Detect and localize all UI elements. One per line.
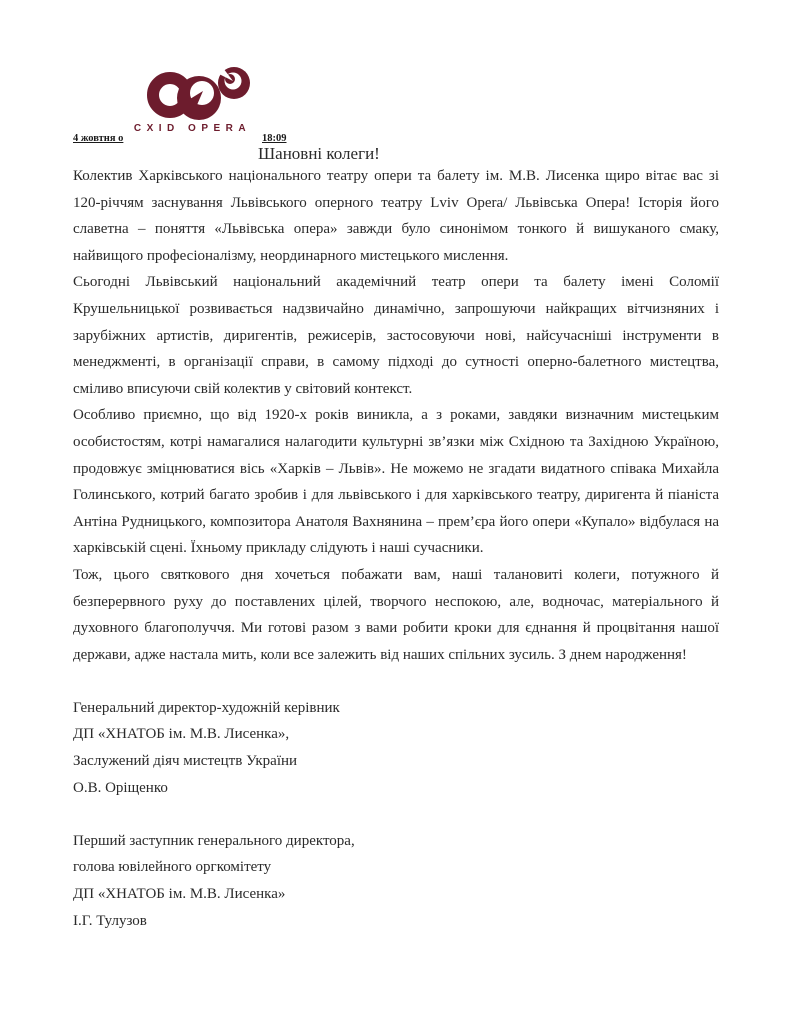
- signature-line: І.Г. Тулузов: [73, 912, 147, 929]
- post-date-link[interactable]: 4 жовтня о: [73, 133, 124, 144]
- signature-line: ДП «ХНАТОБ ім. М.В. Лисенка»: [73, 886, 286, 903]
- signature-line: Заслужений діяч мистецтв України: [73, 753, 298, 770]
- signature-block: [73, 828, 719, 934]
- signature-line: Перший заступник генерального директора,: [73, 832, 355, 849]
- brand-logo: [123, 58, 257, 134]
- post-time-link[interactable]: 18:09: [262, 133, 287, 144]
- signature-block: [73, 695, 719, 801]
- signature-line: ДП «ХНАТОБ ім. М.В. Лисенка»,: [73, 726, 290, 743]
- paragraph: Тож, цього святкового дня хочеться побажати вам, наші талановиті колеги, потужного й безперервного руху до поставлених цілей, творчого неспокою, але, водночас, матеріального й духовного благополуччя. Ми готові разом з вами робити кроки для єднання й процвітання нашої держави, адже настала мить, коли все залежить від наших спільних зусиль. З днем народження!: [73, 566, 719, 663]
- signature-line: Генеральний директор-художній керівник: [73, 699, 340, 716]
- paragraph: Особливо приємно, що від 1920-х років виникла, а з роками, завдяки визначним мистецьким особистостям, котрі намагалися налагодити культурні зв’язки між Східною та Західною Україною, продовжує зміцнюватися вісь «Харків – Львів». Не можемо не згадати видатного співака Михайла Голинського, котрий багато зробив і для львівського і для харківського театру, диригента й піаніста Антіна Рудницького, композитора Анатоля Вахнянина – прем’єра його опери «Купало» відбулася на харківській сцені. Їхньому прикладу слідують і наші сучасники.: [73, 407, 719, 557]
- cxid-opera-logo-icon: [123, 58, 257, 121]
- signature-line: голова ювілейного оргкомітету: [73, 859, 272, 876]
- paragraph: Колектив Харківського національного театру опери та балету ім. М.В. Лисенка щиро вітає вас зі 120-річчям заснування Львівського оперного театру Lviv Opera/ Львівська Опера! Історія його славетна – поняття «Львівська опера» завжди було синонімом тонкого й вишуканого смаку, найвищого професіоналізму, неординарного мистецького мислення.: [73, 168, 719, 264]
- salutation-heading: Шановні колеги!: [258, 144, 380, 163]
- letter-body: [73, 163, 719, 934]
- logo-wordmark: CXID OPERA: [133, 123, 252, 134]
- signature-line: О.В. Оріщенко: [73, 779, 168, 796]
- paragraph: Сьогодні Львівський національний академічний театр опери та балету імені Соломії Крушельницької розвивається надзвичайно динамічно, запрошуючи найкращих вітчизняних і зарубіжних артистів, диригентів, режисерів, застосовуючи нові, найсучасніші інструменти в менеджменті, в організації справи, в самому підході до сутності оперно-балетного мистецтва, сміливо вписуючи свій колектив у світовий контекст.: [73, 274, 719, 397]
